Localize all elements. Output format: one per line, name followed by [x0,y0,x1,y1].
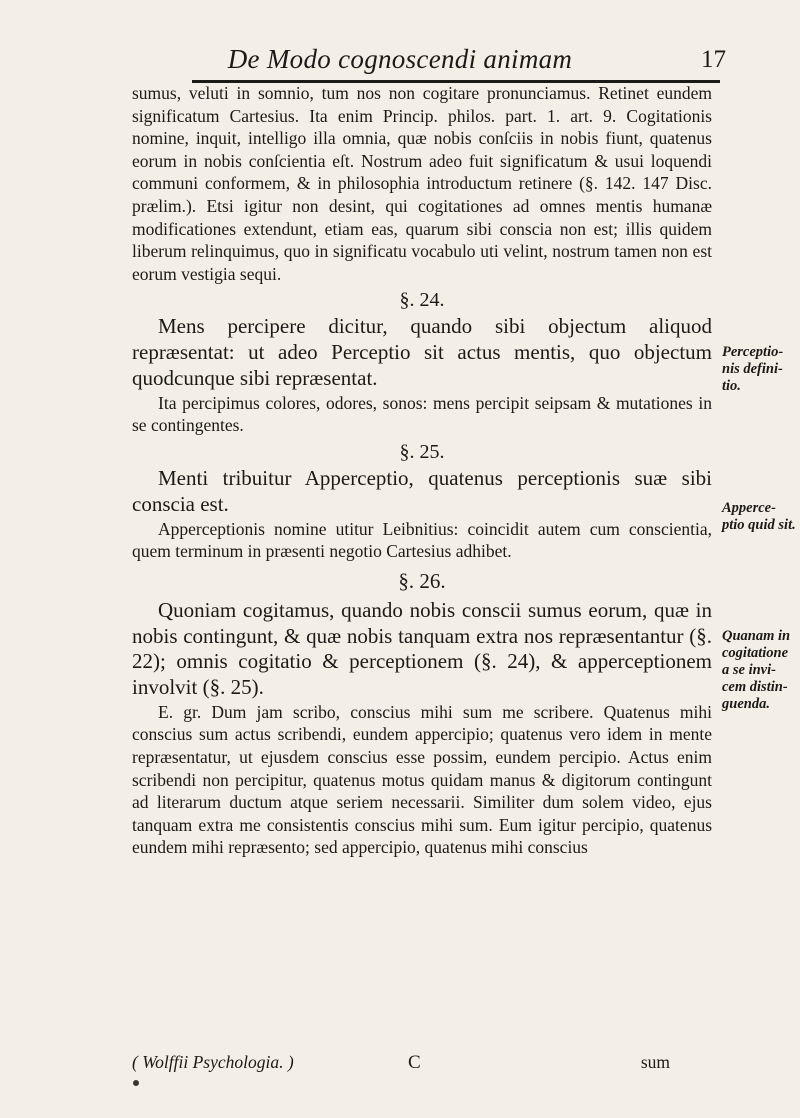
example-scribendi: E. gr. Dum jam scribo, conscius mihi sum me scribere. Quatenus mihi conscius sum actus scribendi, eundem appercipio; quatenus vero idem in mente repræsentatur, ut ejusdem conscius esse possim, eundem percipio. Actus enim scribendi non percipitur, quatenus motus quidam manus & digitorum contingunt ad literarum ductum atque seriem necessarii. Similiter dum solem video, ejus tanquam extra me consistentis conscius mihi sum. Eum igitur percipio, quatenus eundem mihi repræsento; sed appercipio, quatenus mihi conscius [132,701,712,858]
paragraph-continuation: sumus, veluti in somnio, tum nos non cogitare pronunciamus. Retinet eundem significatum Cartesius. Ita enim Princip. philos. part. 1. art. 9. Cogitationis nomine, inquit, intelligo illa omnia, quæ nobis conſciis in nobis fiunt, quatenus eorum in nobis conſcientia eſt. Nostrum adeo fuit significatum & usui loquendi communi conformem, & in philosophia introductum retinere (§. 142. 147 Disc. prælim.). Etsi igitur non desint, qui cogitationes ad omnes mentis humanæ modificationes extendunt, etiam eas, quarum sibi conscia non est; illis quidem liberum relinquimus, quo in significatu vocabulo uti velint, nostrum tamen non est eorum vestigia sequi. [132,83,712,284]
margin-note-apperceptio: Apperce-ptio quid sit. [722,500,796,533]
page-body [132,82,712,859]
footer-book-title: ( Wolffii Psychologia. ) [132,1052,294,1072]
page-header [0,44,800,78]
note-apperceptio: Apperceptionis nomine utitur Leibnitius: coincidit autem cum conscientia, quem terminum in præsenti negotio Cartesius adhibet. [132,518,712,562]
section-24-heading: §. 24. [399,289,445,312]
margin-note-perceptio: Perceptio-nis defini-tio. [722,344,784,394]
section-25-heading: §. 25. [399,440,445,463]
ink-spot [133,1080,139,1086]
definition-apperceptio: Menti tribuitur Apperceptio, quatenus perceptionis suæ sibi conscia est. [132,465,712,516]
definition-perceptio: Mens percipere dicitur, quando sibi objectum aliquod repræsentat: ut adeo Perceptio sit actus mentis, quo objectum quodcunque sibi repræsentat. [132,314,712,390]
note-perceptio: Ita percipimus colores, odores, sonos: mens percipit seipsam & mutationes in se contingentes. [132,392,712,436]
page-footer [132,1052,712,1076]
margin-note-cogitatio: Quanam in cogitatione a se invi-cem distin-guenda. [722,628,791,712]
section-26-heading: §. 26. [398,568,446,593]
page-number: 17 [701,46,726,73]
catchword: sum [640,1052,670,1072]
signature-mark: C [408,1052,421,1073]
running-title: De Modo cognoscendi animam [227,44,573,74]
proposition-cogitatio: Quoniam cogitamus, quando nobis conscii sumus eorum, quæ in nobis contingunt, & quæ nobis tanquam extra nos repræsentantur (§. 22); omnis cogitatio & perceptionem (§. 24), & apperceptionem involvit (§. 25). [132,597,712,700]
